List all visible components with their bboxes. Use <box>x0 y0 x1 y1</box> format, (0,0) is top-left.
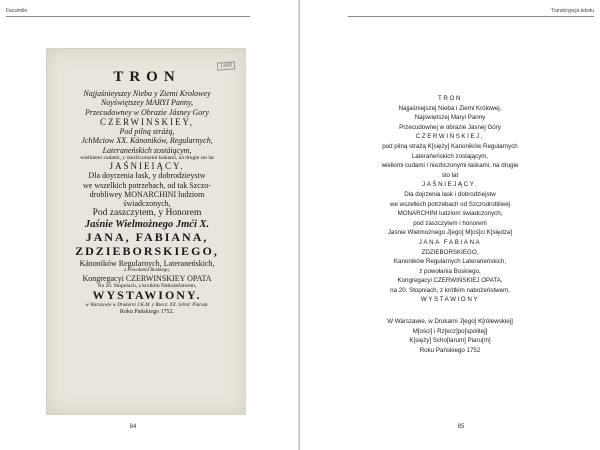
facsimile-line: JAŚNIEIĄCY. <box>109 161 185 172</box>
facsimile-line: TRON <box>113 69 181 85</box>
left-page-number: 84 <box>129 424 137 430</box>
transcription-line: wielkimi cudami i niezliczonymi łaskami, na drugie <box>381 162 519 170</box>
facsimile-line: z Powołania Boskiego, <box>124 267 170 273</box>
facsimile-line: Pod pilną stráżą, <box>119 127 175 137</box>
facsimile-line: drobliwey MONARCHINI ludziom <box>89 189 205 199</box>
transcription-line: pod pilną strażą K[sięży] Kanoników Regularnych <box>382 142 518 150</box>
facsimile-line: ZDZIEBORSKIEGO, <box>75 243 219 258</box>
transcription-line: CZERWIŃSKIEJ, <box>415 133 485 141</box>
transcription-line: Jaśnie Wielmożnego J[ego] M[oś]ci K[siędza] <box>387 229 513 237</box>
transcription-line: Najjaśniejszej Nieba i Ziemi Królowej, <box>398 104 502 112</box>
facsimile-scan <box>46 48 246 415</box>
facsimile-line: Nayświętszey MARYI Panny, <box>100 98 194 108</box>
facsimile-line: Jaśnie Wielmożnego Jmći X. <box>84 219 210 231</box>
facsimile-line: Kánoników Regularnych, Lateraneńskich, <box>79 258 215 268</box>
facsimile-line: świadczonych, <box>123 198 171 208</box>
left-running-head: Facsimile <box>6 8 28 14</box>
facsimile-line: Na 20. Stopniach, z krotkim Nabożeństwem, <box>97 282 197 289</box>
manuscript-mark: 1440 <box>217 61 236 70</box>
facsimile-text <box>47 69 247 316</box>
transcription-line: W Warszawie, w Drukarni J[ego] K[rólewskiej] <box>387 318 513 326</box>
facsimile-line: Przecudowney w Obrazie Jásney Gory <box>85 107 209 117</box>
facsimile-line: we wszelkich potrzebach, od tak Szczo- <box>83 180 211 190</box>
transcription-line: ZDZIEBORSKIEGO, <box>421 248 479 256</box>
transcription-line: Kongregacyi CZERWIŃSKIEJ OPATA, <box>397 277 503 285</box>
transcription-line: Przecudownej w obrazie Jasnej Góry <box>399 123 501 131</box>
transcription-line: Kanoników Regularnych Laterańeńskich, <box>393 258 507 266</box>
transcription-line: Roku Pańskiego 1752 <box>419 346 481 354</box>
facsimile-line: WYSTAWIONY. <box>92 288 202 303</box>
right-running-head: Transkrypcja tekstu <box>550 8 594 14</box>
right-page-number: 85 <box>457 424 465 430</box>
transcription-line: JANA FABIANA <box>418 238 482 246</box>
transcription-text <box>300 94 600 355</box>
transcription-line: WYSTAWIONY <box>420 296 480 304</box>
transcription-line: K[sięży] Scho[larum] Piaru[m] <box>409 337 491 345</box>
facsimile-line: wielkiemi cudami, y niezliczonemi łaskami, ná drugie sto lat <box>80 154 214 161</box>
facsimile-line: Lateraneńskich zostáiącym, <box>102 145 192 155</box>
transcription-line: M[ości] i Rz[ecz]po[spolitej] <box>412 327 488 335</box>
transcription-line: Laterańeńskich zostającym, <box>411 152 489 160</box>
right-header-rule <box>348 16 594 17</box>
transcription-line: JAŚNIEJĄCY. <box>422 181 478 189</box>
facsimile-line: CZERWINSKIEY, <box>99 116 195 127</box>
facsimile-line: w Warszawie w Drukarni J.K.M. y Rzecz: XX. Schol: Piarum. <box>85 302 209 308</box>
transcription-line: MONARCHINI ludziom świadczonych, <box>397 210 503 218</box>
facsimile-line: Pod zaszczytem, y Honorem <box>92 208 202 219</box>
facsimile-line: JANA, FABIANA, <box>85 230 209 245</box>
facsimile-line: Kongregacyi CZERWINSKIEY OPATA <box>82 273 212 283</box>
facsimile-line: Roku Pańskiego 1752. <box>119 308 175 315</box>
transcription-line: TRON <box>438 95 462 102</box>
transcription-spacer <box>300 305 600 317</box>
transcription-line: sto lat <box>441 171 459 179</box>
transcription-line: na 20. Stopniach, z krótkim nabożeństwem, <box>390 286 510 294</box>
transcription-line: we wszelkich potrzebach od Szczodrobliwej <box>389 200 511 208</box>
transcription-line: z powołania Boskiego, <box>419 267 481 275</box>
facsimile-line: Dla doyrzenia łask, y dobrodzieystw <box>88 171 206 181</box>
facsimile-line: Najjaśnieyszey Nieba y Ziemi Krolowey <box>83 89 211 99</box>
transcription-line: Dla dojrzenia łask i dobrodziejstw <box>404 190 496 198</box>
transcription-line: pod zaszczytem i honorem <box>413 219 487 227</box>
transcription-line: Najświętszej Maryi Panny <box>414 114 486 122</box>
left-header-rule <box>6 16 250 17</box>
facsimile-line: JchMciow XX. Kánoników, Regularnych, <box>81 136 213 146</box>
